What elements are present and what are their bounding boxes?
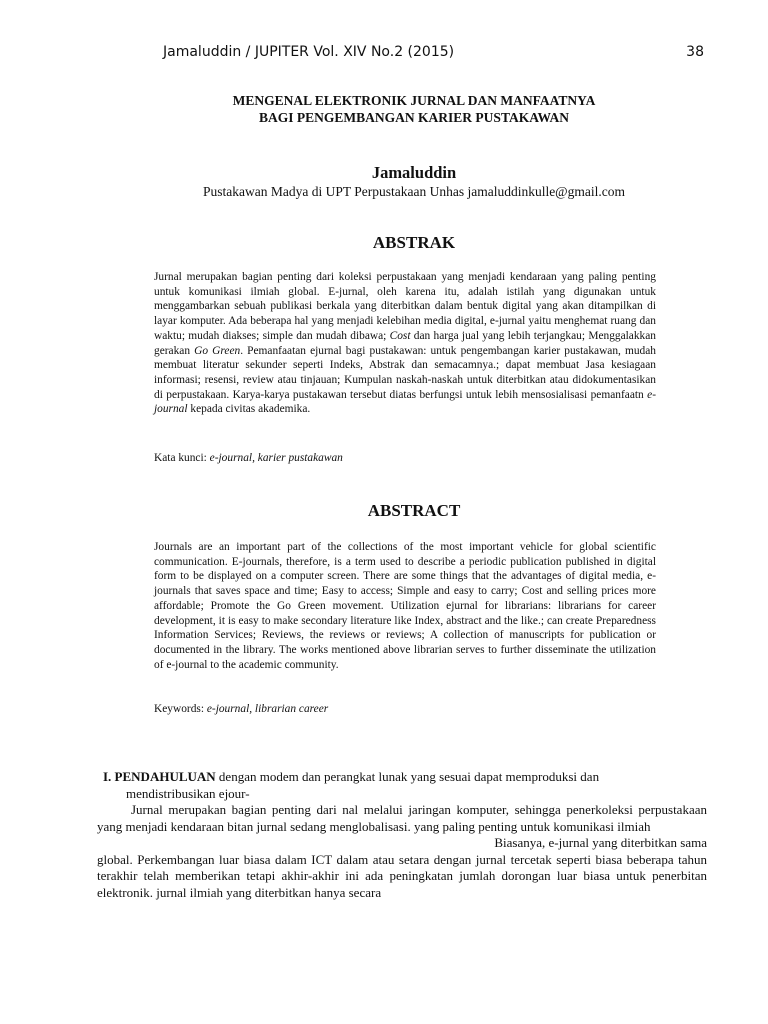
keywords-value: e-journal, librarian career xyxy=(206,703,329,715)
page-number: 38 xyxy=(686,44,704,60)
intro-paragraph-3: global. Perkembangan luar biasa dalam ICT dalam atau setara dengan jurnal tercetak seperti biasa beberapa tahun terakhir telah memberikan tetapi akhir-akhir ini ada peningkatan jumlah dorongan luar biasa untuk penerbitan elektronik. jurnal ilmiah yang diterbitkan hanya secara xyxy=(97,851,707,900)
intro-paragraph-3-indent: Biasanya, e-jurnal yang diterbitkan sama xyxy=(494,835,707,850)
abstrak-text-part: Jurnal merupakan bagian penting dari koleksi perpustakaan yang menjadi kendaraan yang paling penting untuk komunikasi ilmiah global. E-jurnal, oleh karena itu, adalah istilah yang digunakan untuk menggambarkan sebuah publikasi berkala yang diterbitkan dalam bentuk digital yang akan ditampilkan di layar komputer. Ada beberapa hal yang menjadi kelebihan media digital, e-jurnal yaitu menghemat ruang dan waktu; mudah diakses; simple dan mudah dibawa; xyxy=(154,271,656,342)
kata-kunci xyxy=(154,452,343,464)
abstract-heading: ABSTRACT xyxy=(367,501,461,520)
intro-paragraph-2: Jurnal merupakan bagian penting dari nal melalui jaringan komputer, sehingga penerkoleksi perpustakaan yang menjadi kendaraan bitan jurnal sedang menglobalisasi. yang paling penting untuk komunikasi ilmiah xyxy=(97,802,707,834)
author-affiliation: Pustakawan Madya di UPT Perpustakaan Unhas jamaluddinkulle@gmail.com xyxy=(203,184,625,199)
abstrak-text-italic: Cost xyxy=(389,329,411,342)
abstrak-text-part: kepada civitas akademika. xyxy=(187,403,311,416)
abstract-text: Journals are an important part of the collections of the most important vehicle for global scientific communication. E-journals, therefore, is a term used to describe a periodic publication published in digital form to be displayed on a computer screen. There are some things that the advantages of digital media, e-journals that saves space and time; Easy to access; Simple and easy to carry; Cost and selling prices more affordable; Promote the Go Green movement. Utilization ejurnal for librarians: librarians for career development, it is easy to make secondary literature like Index, abstract and the like.; can create Preparedness Information Services; Reviews, the reviews or reviews; A collection of manuscripts for publication or documented in the library. The works mentioned above librarian serves to further disseminate the utilization of e-journal to the academic community. xyxy=(154,541,656,671)
intro-heading: I. PENDAHULUAN xyxy=(103,769,216,784)
abstrak-heading: ABSTRAK xyxy=(372,233,456,252)
author-name: Jamaluddin xyxy=(371,163,457,182)
title-line-1: MENGENAL ELEKTRONIK JURNAL DAN MANFAATNYA xyxy=(232,93,596,108)
running-head: Jamaluddin / JUPITER Vol. XIV No.2 (2015) xyxy=(163,44,455,60)
intro-line2: mendistribusikan ejour- xyxy=(126,785,250,801)
title-line-2: BAGI PENGEMBANGAN KARIER PUSTAKAWAN xyxy=(259,110,569,125)
paper-title xyxy=(30,92,768,126)
abstrak-text xyxy=(154,270,656,417)
keywords xyxy=(154,703,328,715)
kata-kunci-value: e-journal, karier pustakawan xyxy=(209,452,343,464)
abstrak-text-part: . Pemanfaatan ejurnal bagi pustakawan: untuk pengembangan karier pustakawan, mudah membuat literatur sekunder seperti Indeks, Abstrak dan semacamnya.; dapat membuat Jasa kesiagaan informasi; resensi, review atau tinjauan; Kumpulan naskah-naskah untuk diterbitkan atau didokumentasikan di perpustakaan. Karya-karya pustakawan tersebut diatas berfungsi untuk lebih mensosialisasi pemanfaatn xyxy=(154,344,657,401)
keywords-label: Keywords: xyxy=(154,703,207,715)
running-header xyxy=(163,44,704,60)
abstrak-text-italic: Go Green xyxy=(194,344,241,357)
abstrak-text-italic: e-journal xyxy=(154,388,656,416)
intro-first-line xyxy=(97,769,707,786)
intro-section xyxy=(97,769,707,901)
kata-kunci-label: Kata kunci: xyxy=(154,452,210,464)
abstrak-text-part: dan harga jual yang lebih terjangkau; Menggalakkan gerakan xyxy=(154,329,657,357)
intro-line1-text: dengan modem dan perangkat lunak yang sesuai dapat memproduksi dan xyxy=(215,769,600,784)
